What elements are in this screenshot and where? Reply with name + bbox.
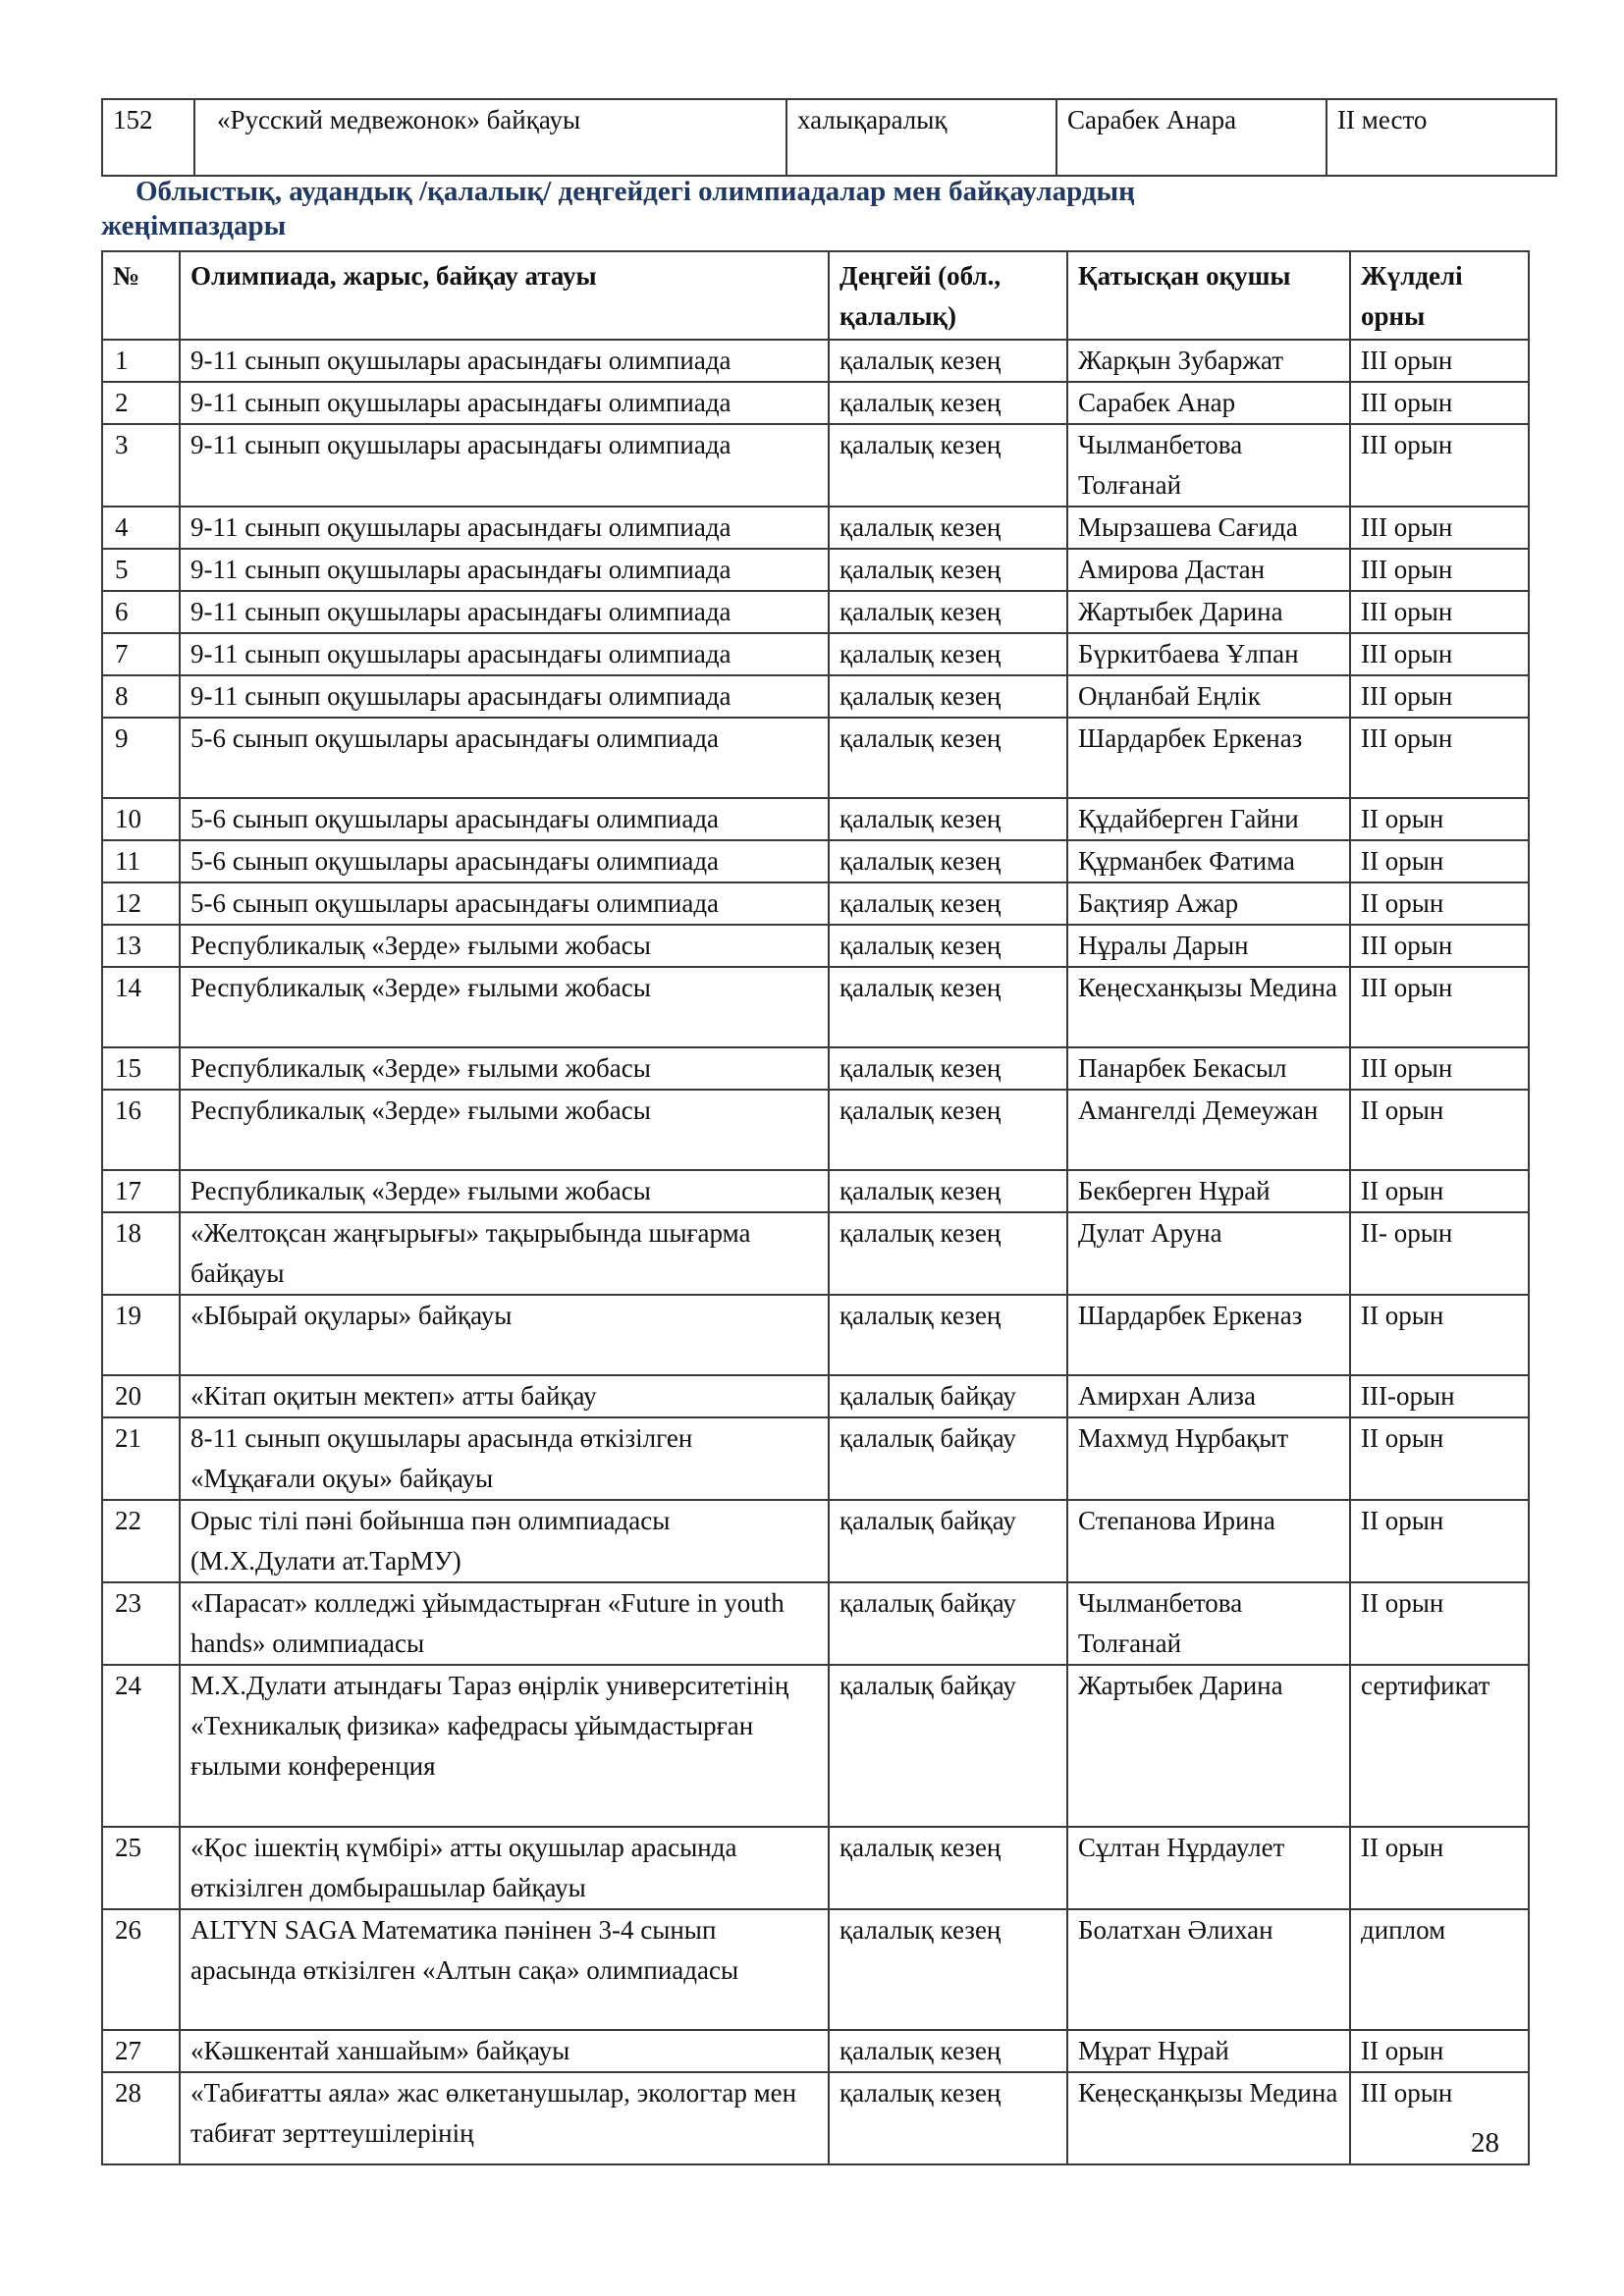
cell-place: III орын (1350, 675, 1529, 718)
cell-num: 18 (102, 1212, 180, 1295)
cell-student: Дулат Аруна (1067, 1212, 1350, 1295)
cell-student: Кеңесханқызы Медина (1067, 967, 1350, 1047)
cell-level: қалалық кезең (829, 1090, 1067, 1170)
cell-student: Сарабек Анара (1056, 99, 1326, 176)
cell-name: Республикалық «Зерде» ғылыми жобасы (180, 1047, 829, 1090)
cell-student: Амангелді Демеужан (1067, 1090, 1350, 1170)
cell-level: қалалық байқау (829, 1665, 1067, 1827)
cell-name: «Табиғатты аяла» жас өлкетанушылар, экологтар мен табиғат зерттеушілерінің (180, 2072, 829, 2164)
table-row (102, 549, 1529, 591)
header-name: Олимпиада, жарыс, байқау атауы (180, 251, 829, 340)
cell-num: 11 (102, 840, 180, 882)
cell-level: қалалық кезең (829, 718, 1067, 798)
header-place: Жүлделі орны (1350, 251, 1529, 340)
table-row (102, 382, 1529, 424)
cell-place: II место (1326, 99, 1556, 176)
cell-level: қалалық байқау (829, 1375, 1067, 1417)
cell-name: «Кәшкентай ханшайым» байқауы (180, 2030, 829, 2072)
cell-level: қалалық кезең (829, 340, 1067, 382)
table-row (102, 591, 1529, 633)
cell-place: II- орын (1350, 1212, 1529, 1295)
cell-place: II орын (1350, 1295, 1529, 1375)
cell-level: қалалық кезең (829, 1909, 1067, 2030)
cell-student: Жартыбек Дарина (1067, 1665, 1350, 1827)
section-title (101, 175, 1412, 243)
cell-place: III орын (1350, 507, 1529, 549)
cell-num: 10 (102, 798, 180, 840)
cell-level: қалалық кезең (829, 1047, 1067, 1090)
cell-level: халықаралық (786, 99, 1056, 176)
cell-place: III-орын (1350, 1375, 1529, 1417)
cell-num: 28 (102, 2072, 180, 2164)
cell-level: қалалық кезең (829, 424, 1067, 507)
cell-place: III орын (1350, 967, 1529, 1047)
cell-name: Республикалық «Зерде» ғылыми жобасы (180, 925, 829, 967)
section-title-line2: жеңімпаздары (101, 210, 287, 241)
cell-level: қалалық кезең (829, 925, 1067, 967)
cell-place: диплом (1350, 1909, 1529, 2030)
cell-place: III орын (1350, 382, 1529, 424)
table-row (102, 1665, 1529, 1827)
cell-student: Шардарбек Еркеназ (1067, 718, 1350, 798)
cell-student: Амирхан Ализа (1067, 1375, 1350, 1417)
table-header-row (102, 251, 1529, 340)
cell-name: «Қос ішектің күмбірі» атты оқушылар арасында өткізілген домбырашылар байқауы (180, 1827, 829, 1909)
cell-num: 27 (102, 2030, 180, 2072)
cell-student: Құдайберген Гайни (1067, 798, 1350, 840)
cell-student: Мырзашева Сағида (1067, 507, 1350, 549)
table-row (102, 1212, 1529, 1295)
cell-name: «Парасат» колледжі ұйымдастырған «Future in youth hands» олимпиадасы (180, 1582, 829, 1665)
header-level: Деңгейі (обл., қалалық) (829, 251, 1067, 340)
table-row (102, 1500, 1529, 1582)
cell-name: Республикалық «Зерде» ғылыми жобасы (180, 967, 829, 1047)
cell-name: 9-11 сынып оқушылары арасындағы олимпиада (180, 591, 829, 633)
table-row (102, 1909, 1529, 2030)
cell-place: III орын (1350, 591, 1529, 633)
cell-num: 13 (102, 925, 180, 967)
cell-level: қалалық кезең (829, 1295, 1067, 1375)
cell-num: 16 (102, 1090, 180, 1170)
cell-student: Жарқын Зубаржат (1067, 340, 1350, 382)
cell-name: 5-6 сынып оқушылары арасындағы олимпиада (180, 798, 829, 840)
table-row (102, 718, 1529, 798)
cell-name: «Желтоқсан жаңғырығы» тақырыбында шығарма байқауы (180, 1212, 829, 1295)
cell-level: қалалық кезең (829, 2072, 1067, 2164)
page-number: 28 (1471, 2127, 1499, 2159)
cell-num: 22 (102, 1500, 180, 1582)
cell-place: III орын (1350, 718, 1529, 798)
table-row (102, 1827, 1529, 1909)
table-row (102, 424, 1529, 507)
table-row (102, 1582, 1529, 1665)
cell-level: қалалық кезең (829, 882, 1067, 925)
cell-level: қалалық байқау (829, 1582, 1067, 1665)
table-row (102, 840, 1529, 882)
cell-name: 5-6 сынып оқушылары арасындағы олимпиада (180, 840, 829, 882)
cell-place: II орын (1350, 1827, 1529, 1909)
cell-name: Орыс тілі пәні бойынша пән олимпиадасы (М.Х.Дулати ат.ТарМУ) (180, 1500, 829, 1582)
table-row (102, 2030, 1529, 2072)
header-num: № (102, 251, 180, 340)
cell-student: Жартыбек Дарина (1067, 591, 1350, 633)
cell-num: 26 (102, 1909, 180, 2030)
cell-place: III орын (1350, 925, 1529, 967)
table-row (102, 798, 1529, 840)
cell-place: II орын (1350, 798, 1529, 840)
cell-student: Бекберген Нұрай (1067, 1170, 1350, 1212)
table-row (102, 882, 1529, 925)
cell-name: 9-11 сынып оқушылары арасындағы олимпиада (180, 633, 829, 675)
cell-level: қалалық кезең (829, 2030, 1067, 2072)
cell-name: «Русский медвежонок» байқауы (194, 99, 786, 176)
table-row (102, 1047, 1529, 1090)
cell-num: 20 (102, 1375, 180, 1417)
cell-name: «Кітап оқитын мектеп» атты байқау (180, 1375, 829, 1417)
table-row (102, 340, 1529, 382)
cell-level: қалалық кезең (829, 798, 1067, 840)
cell-num: 4 (102, 507, 180, 549)
cell-num: 9 (102, 718, 180, 798)
table-row (102, 1090, 1529, 1170)
cell-num: 25 (102, 1827, 180, 1909)
cell-name: 9-11 сынып оқушылары арасындағы олимпиада (180, 382, 829, 424)
cell-num: 7 (102, 633, 180, 675)
cell-level: қалалық кезең (829, 840, 1067, 882)
table-row (102, 1375, 1529, 1417)
cell-level: қалалық байқау (829, 1417, 1067, 1500)
table-row (102, 1170, 1529, 1212)
cell-num: 23 (102, 1582, 180, 1665)
cell-place: II орын (1350, 1417, 1529, 1500)
cell-student: Құрманбек Фатима (1067, 840, 1350, 882)
table-row (102, 967, 1529, 1047)
cell-student: Чылманбетова Толғанай (1067, 1582, 1350, 1665)
cell-place: II орын (1350, 1582, 1529, 1665)
cell-name: 5-6 сынып оқушылары арасындағы олимпиада (180, 718, 829, 798)
cell-name: 9-11 сынып оқушылары арасындағы олимпиада (180, 424, 829, 507)
table-row (102, 1417, 1529, 1500)
table-row (102, 1295, 1529, 1375)
cell-num: 6 (102, 591, 180, 633)
cell-place: III орын (1350, 340, 1529, 382)
cell-name: Республикалық «Зерде» ғылыми жобасы (180, 1170, 829, 1212)
cell-name: ALTYN SAGA Математика пәнінен 3-4 сынып арасында өткізілген «Алтын сақа» олимпиадасы (180, 1909, 829, 2030)
cell-level: қалалық кезең (829, 382, 1067, 424)
table-row (102, 633, 1529, 675)
table-row (102, 507, 1529, 549)
cell-level: қалалық кезең (829, 1827, 1067, 1909)
cell-place: III орын (1350, 549, 1529, 591)
cell-student: Болатхан Әлихан (1067, 1909, 1350, 2030)
table-row (102, 925, 1529, 967)
cell-num: 8 (102, 675, 180, 718)
cell-num: 2 (102, 382, 180, 424)
cell-name: 9-11 сынып оқушылары арасындағы олимпиада (180, 507, 829, 549)
cell-num: 17 (102, 1170, 180, 1212)
cell-name: «Ыбырай оқулары» байқауы (180, 1295, 829, 1375)
cell-student: Бақтияр Ажар (1067, 882, 1350, 925)
cell-place: III орын (1350, 424, 1529, 507)
cell-place: II орын (1350, 1090, 1529, 1170)
cell-name: 9-11 сынып оқушылары арасындағы олимпиада (180, 340, 829, 382)
cell-name: 5-6 сынып оқушылары арасындағы олимпиада (180, 882, 829, 925)
cell-place: III орын (1350, 1047, 1529, 1090)
cell-num: 14 (102, 967, 180, 1047)
cell-num: 5 (102, 549, 180, 591)
cell-student: Панарбек Бекасыл (1067, 1047, 1350, 1090)
cell-level: қалалық кезең (829, 633, 1067, 675)
cell-name: Республикалық «Зерде» ғылыми жобасы (180, 1090, 829, 1170)
cell-num: 3 (102, 424, 180, 507)
cell-student: Мұрат Нұрай (1067, 2030, 1350, 2072)
winners-table (101, 250, 1530, 2165)
table-row (102, 99, 1556, 176)
cell-num: 1 (102, 340, 180, 382)
table-row (102, 675, 1529, 718)
cell-level: қалалық кезең (829, 549, 1067, 591)
cell-student: Степанова Ирина (1067, 1500, 1350, 1582)
header-student: Қатысқан оқушы (1067, 251, 1350, 340)
cell-level: қалалық кезең (829, 1170, 1067, 1212)
table-row (102, 2072, 1529, 2164)
cell-name: М.Х.Дулати атындағы Тараз өңірлік университетінің «Техникалық физика» кафедрасы ұйымдастырған ғылыми конференция (180, 1665, 829, 1827)
cell-student: Сарабек Анар (1067, 382, 1350, 424)
cell-place: II орын (1350, 882, 1529, 925)
cell-num: 12 (102, 882, 180, 925)
cell-student: Кеңесқанқызы Медина (1067, 2072, 1350, 2164)
section-title-line1: Облыстық, аудандық /қалалық/ деңгейдегі олимпиадалар мен байқаулардың (135, 176, 1135, 207)
cell-level: қалалық кезең (829, 591, 1067, 633)
cell-student: Шардарбек Еркеназ (1067, 1295, 1350, 1375)
cell-level: қалалық кезең (829, 507, 1067, 549)
cell-level: қалалық кезең (829, 675, 1067, 718)
cell-num: 15 (102, 1047, 180, 1090)
cell-num: 19 (102, 1295, 180, 1375)
previous-table-fragment (101, 98, 1557, 177)
cell-student: Амирова Дастан (1067, 549, 1350, 591)
cell-name: 9-11 сынып оқушылары арасындағы олимпиада (180, 549, 829, 591)
cell-level: қалалық кезең (829, 1212, 1067, 1295)
cell-num: 24 (102, 1665, 180, 1827)
cell-name: 8-11 сынып оқушылары арасында өткізілген «Мұқағали оқуы» байқауы (180, 1417, 829, 1500)
cell-student: Оңланбай Еңлік (1067, 675, 1350, 718)
cell-student: Махмуд Нұрбақыт (1067, 1417, 1350, 1500)
cell-num: 21 (102, 1417, 180, 1500)
cell-name: 9-11 сынып оқушылары арасындағы олимпиада (180, 675, 829, 718)
cell-place: III орын (1350, 633, 1529, 675)
cell-student: Сұлтан Нұрдаулет (1067, 1827, 1350, 1909)
cell-place: сертификат (1350, 1665, 1529, 1827)
cell-place: II орын (1350, 840, 1529, 882)
cell-student: Нұралы Дарын (1067, 925, 1350, 967)
cell-level: қалалық байқау (829, 1500, 1067, 1582)
cell-place: III орын (1350, 2072, 1529, 2164)
cell-place: II орын (1350, 1170, 1529, 1212)
cell-student: Чылманбетова Толғанай (1067, 424, 1350, 507)
cell-level: қалалық кезең (829, 967, 1067, 1047)
cell-student: Бүркитбаева Ұлпан (1067, 633, 1350, 675)
cell-place: II орын (1350, 2030, 1529, 2072)
cell-num: 152 (102, 99, 194, 176)
cell-place: II орын (1350, 1500, 1529, 1582)
